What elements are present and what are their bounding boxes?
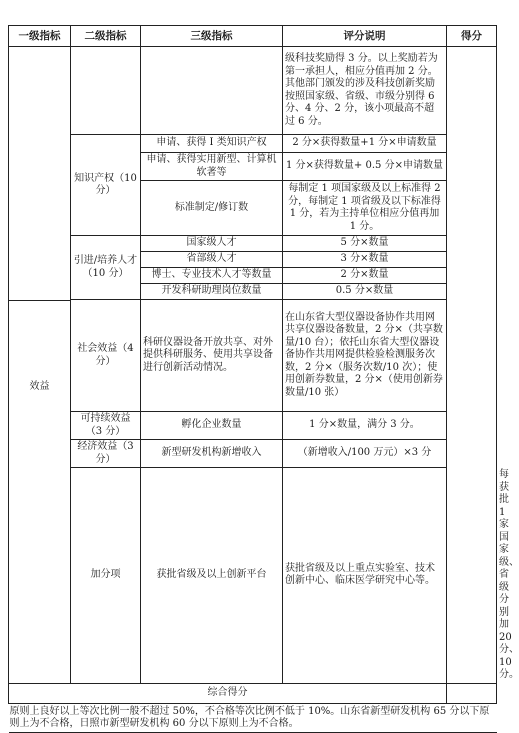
header-level1: 一级指标 [9, 26, 71, 47]
description-cell: 1 分×获得数量+ 0.5 分×申请数量 [283, 153, 447, 181]
total-label-cell: 综合得分 [9, 683, 447, 703]
level3-cell: 开发科研助理岗位数量 [141, 284, 283, 300]
footnote: 原则上良好以上等次比例一般不超过 50%，不合格等次比例不低于 10%。山东省新型研发机构 65 分以下原则上为不合格，日照市新型研发机构 60 分以下原则上为不合格。 [9, 703, 497, 732]
description-cell: 2 分×数量 [283, 268, 447, 284]
header-description: 评分说明 [283, 26, 447, 47]
header-score: 得分 [447, 26, 497, 47]
description-cell: 级科技奖励得 3 分。以上奖励若为第一承担人，相应分值再加 2 分。其他部门颁发的涉及科技创新奖励按照国家级、省级、市级分别得 6 分、4 分、2 分，该小项最高不超过 6 分。 [283, 47, 447, 135]
level3-cell: 孵化企业数量 [141, 412, 283, 440]
description-cell: 5 分×数量 [283, 236, 447, 252]
header-level3: 三级指标 [141, 26, 283, 47]
description-cell: 3 分×数量 [283, 252, 447, 268]
level1-bonus-cell: 加分项 [71, 468, 141, 684]
table-row [9, 412, 497, 440]
level3-cell: 获批省级及以上重点实验室、技术创新中心、临床医学研究中心等。 [283, 468, 447, 684]
level3-cell: 申请、获得 I 类知识产权 [141, 135, 283, 153]
level1-benefit-label: 效益 [29, 380, 50, 392]
score-cell [447, 47, 497, 684]
level2-ip-cell: 知识产权（10 分） [71, 135, 141, 236]
level1-blank-cell [9, 47, 71, 684]
level2-economic-cell: 经济效益（3 分） [71, 440, 141, 468]
level2-platform-cell: 获批省级及以上创新平台 [141, 468, 283, 684]
description-cell: 2 分×获得数量+1 分×申请数量 [283, 135, 447, 153]
description-cell: 每制定 1 项国家级及以上标准得 2 分，每制定 1 项省级及以下标准得 1 分，若为主持单位相应分值再加 1 分。 [283, 181, 447, 236]
level3-cell: 国家级人才 [141, 236, 283, 252]
total-score-cell [447, 683, 497, 703]
table-row [9, 440, 497, 468]
description-cell: 1 分×数量，满分 3 分。 [283, 412, 447, 440]
description-cell: 在山东省大型仪器设备协作共用网共享仪器设备数量，2 分×（共享数量/10 台）；依托山东省大型仪器设备协作共用网提供检验检测服务次数，2 分×（服务次数/10 次）；使用创新券数量，2 分×（使用创新券数量/10 张） [283, 300, 447, 412]
level3-blank-cell [141, 47, 283, 135]
table-row [9, 47, 497, 135]
header-row [9, 26, 497, 47]
description-cell: 0.5 分×数量 [283, 284, 447, 300]
level2-talent-cell: 引进/培养人才（10 分） [71, 236, 141, 300]
level3-cell: 申请、获得实用新型、计算机软著等 [141, 153, 283, 181]
level3-cell: 标准制定/修订数 [141, 181, 283, 236]
level3-cell: 博士、专业技术人才等数量 [141, 268, 283, 284]
header-level2: 二级指标 [71, 26, 141, 47]
evaluation-table [8, 25, 519, 733]
level3-cell: 科研仪器设备开放共享、对外提供科研服务、使用共享设备进行创新活动情况。 [141, 300, 283, 412]
total-row [9, 683, 497, 703]
table-row: 加分项 获批省级及以上创新平台 获批省级及以上重点实验室、技术创新中心、临床医学研究中心等。 每获批 1 家国家级、省级分别加 20 分、10 分。 [9, 468, 497, 684]
level3-cell: 新型研发机构新增收入 [141, 440, 283, 468]
description-cell: （新增收入/100 万元）×3 分 [283, 440, 447, 468]
level2-blank-cell [71, 47, 141, 135]
table-row [9, 135, 497, 153]
table-row [9, 236, 497, 252]
footnote-row [9, 703, 497, 732]
level3-cell: 省部级人才 [141, 252, 283, 268]
table-row [9, 300, 497, 412]
level1-divider [9, 300, 71, 301]
level2-social-cell: 社会效益（4 分） [71, 300, 141, 412]
level2-sustain-cell: 可持续效益（3 分） [71, 412, 141, 440]
